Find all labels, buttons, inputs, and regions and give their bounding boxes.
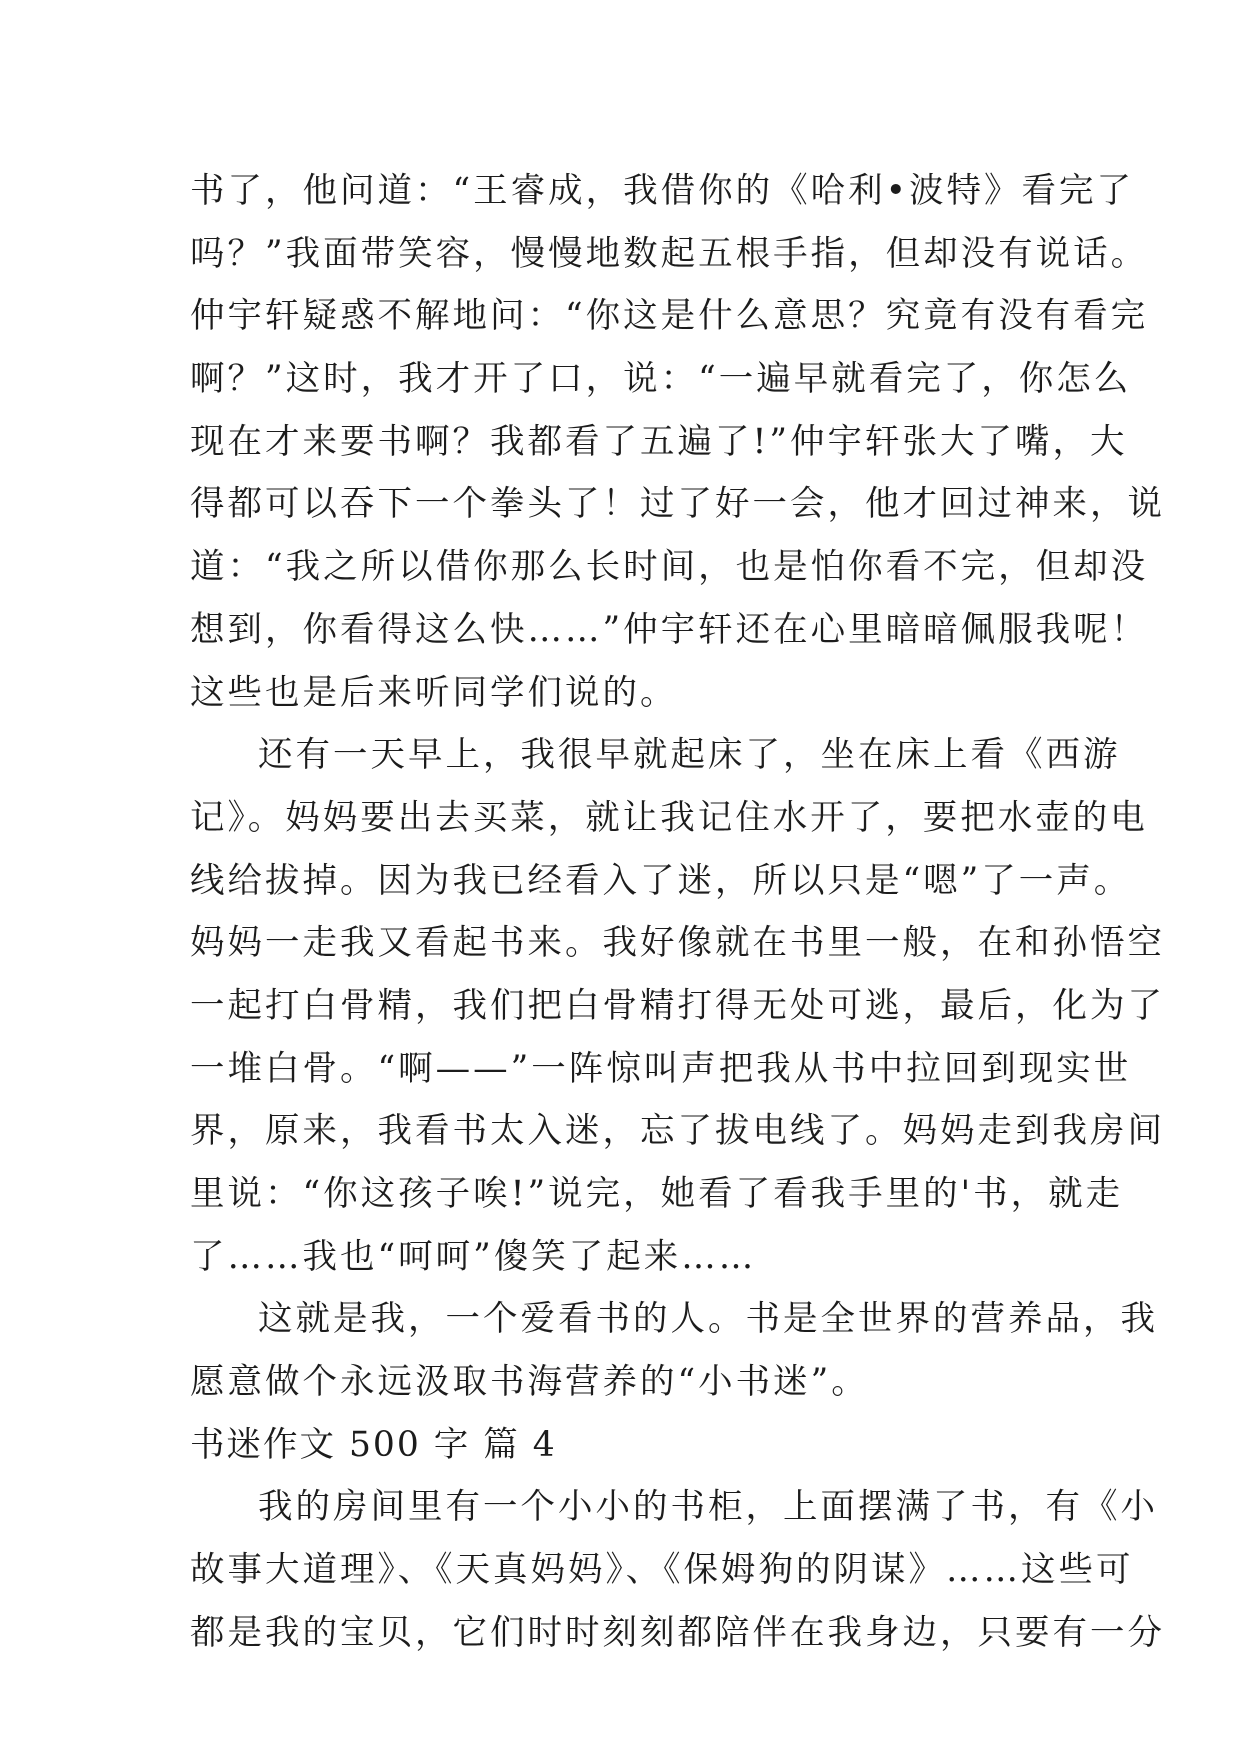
text-line: 这些也是后来听同学们说的。 — [190, 672, 678, 713]
text-line: 得都可以吞下一个拳头了！过了好一会，他才回过神来，说 — [190, 484, 1165, 525]
text-line: 故事大道理》、《天真妈妈》、《保姆狗的阴谋》……这些可 — [190, 1550, 1134, 1591]
paragraph-start-line: 我的房间里有一个小小的书柜，上面摆满了书，有《小 — [258, 1487, 1158, 1528]
text-line: 记》。妈妈要出去买菜，就让我记住水开了，要把水壶的电 — [190, 797, 1148, 838]
paragraph-start-line: 这就是我，一个爱看书的人。书是全世界的营养品，我 — [258, 1299, 1158, 1340]
text-line: 道：“我之所以借你那么长时间，也是怕你看不完，但却没 — [190, 547, 1149, 588]
text-line: 现在才来要书啊？我都看了五遍了!”仲宇轩张大了嘴，大 — [190, 421, 1128, 462]
text-line: 啊？”这时，我才开了口，说：“一遍早就看完了，你怎么 — [190, 359, 1132, 400]
text-line: 了……我也“呵呵”傻笑了起来…… — [190, 1236, 757, 1277]
text-line: 一起打白骨精，我们把白骨精打得无处可逃，最后，化为了 — [190, 985, 1165, 1026]
document-body — [190, 160, 1165, 1665]
text-line: 妈妈一走我又看起书来。我好像就在书里一般，在和孙悟空 — [190, 923, 1165, 964]
text-line: 都是我的宝贝，它们时时刻刻都陪伴在我身边，只要有一分 — [190, 1612, 1165, 1653]
paragraph-start-line: 还有一天早上，我很早就起床了，坐在床上看《西游 — [258, 735, 1121, 776]
section-heading: 书迷作文 500 字 篇 4 — [190, 1424, 557, 1465]
text-line: 线给拔掉。因为我已经看入了迷，所以只是“嗯”了一声。 — [190, 860, 1132, 901]
text-line: 界，原来，我看书太入迷，忘了拔电线了。妈妈走到我房间 — [190, 1111, 1165, 1152]
text-line: 吗？”我面带笑容，慢慢地数起五根手指，但却没有说话。 — [190, 233, 1149, 274]
text-line: 愿意做个永远汲取书海营养的“小书迷”。 — [190, 1362, 869, 1403]
text-line: 书了，他问道：“王睿成，我借你的《哈利•波特》看完了 — [190, 171, 1134, 211]
text-line: 仲宇轩疑惑不解地问：“你这是什么意思？究竟有没有看完 — [190, 296, 1149, 337]
text-line: 想到，你看得这么快……”仲宇轩还在心里暗暗佩服我呢！ — [190, 609, 1149, 650]
text-line: 里说：“你这孩子唉!”说完，她看了看我手里的'书，就走 — [190, 1174, 1124, 1214]
text-line: 一堆白骨。“啊——”一阵惊叫声把我从书中拉回到现实世 — [190, 1048, 1132, 1089]
